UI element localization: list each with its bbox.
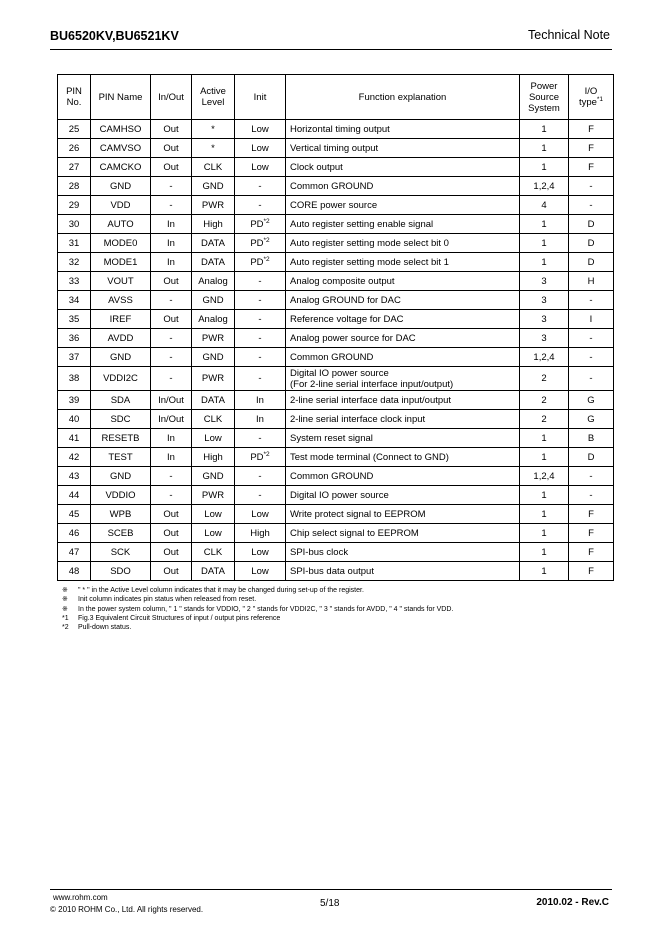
pin-number-cell: 36 [58, 329, 91, 348]
table-row [58, 429, 614, 448]
pin-number-cell: 30 [58, 215, 91, 234]
io-type-cell: - [569, 291, 614, 310]
note-text: In the power system column, " 1 " stands for VDDIO, " 2 " stands for VDDI2C, " 3 " stands for AVDD, " 4 " stands for VDD. [78, 605, 454, 613]
revision-label: 2010.02 - Rev.C [536, 897, 609, 908]
pin-name-cell: AVSS [91, 291, 151, 310]
init-cell: - [235, 272, 286, 291]
init-cell: PD$^{*2}$ [235, 253, 286, 272]
init-cell: - [235, 177, 286, 196]
in-out-cell: - [151, 177, 192, 196]
function-cell: 2-line serial interface clock input [286, 410, 520, 429]
init-cell: Low [235, 158, 286, 177]
init-cell: - [235, 291, 286, 310]
power-source-cell: 1 [520, 429, 569, 448]
io-type-cell: F [569, 543, 614, 562]
table-row [58, 524, 614, 543]
footer-copyright: © 2010 ROHM Co., Ltd. All rights reserved. [50, 905, 204, 914]
note-text: Init column indicates pin status when released from reset. [78, 596, 257, 604]
active-level-cell: GND [192, 348, 235, 367]
function-cell: Test mode terminal (Connect to GND) [286, 448, 520, 467]
power-source-cell: 1 [520, 562, 569, 581]
power-source-cell: 1,2,4 [520, 177, 569, 196]
power-source-cell: 3 [520, 291, 569, 310]
active-level-cell: * [192, 139, 235, 158]
table-row [58, 505, 614, 524]
table-row [58, 234, 614, 253]
table-body [58, 120, 614, 581]
pin-name-cell: AVDD [91, 329, 151, 348]
active-level-cell: High [192, 448, 235, 467]
table-row [58, 562, 614, 581]
pin-name-cell: AUTO [91, 215, 151, 234]
active-level-cell: PWR [192, 486, 235, 505]
table-row [58, 196, 614, 215]
power-source-cell: 3 [520, 272, 569, 291]
active-level-cell: PWR [192, 367, 235, 391]
col-header-power-source: Power Source System [520, 75, 569, 120]
table-row [58, 215, 614, 234]
note-item [62, 586, 453, 595]
init-cell: PD$^{*2}$ [235, 234, 286, 253]
function-cell: System reset signal [286, 429, 520, 448]
pin-number-cell: 27 [58, 158, 91, 177]
pin-name-cell: SCK [91, 543, 151, 562]
io-type-cell: G [569, 410, 614, 429]
init-cell: - [235, 367, 286, 391]
note-text: Pull-down status. [78, 624, 132, 632]
function-cell: Digital IO power source [286, 486, 520, 505]
active-level-cell: * [192, 120, 235, 139]
active-level-cell: DATA [192, 234, 235, 253]
table-row [58, 410, 614, 429]
col-header-active-level: Active Level [192, 75, 235, 120]
function-cell: Horizontal timing output [286, 120, 520, 139]
footnote-ref: *2 [263, 255, 270, 263]
init-cell: Low [235, 562, 286, 581]
function-cell: CORE power source [286, 196, 520, 215]
pin-number-cell: 38 [58, 367, 91, 391]
power-source-cell: 2 [520, 367, 569, 391]
in-out-cell: In/Out [151, 410, 192, 429]
pin-name-cell: RESETB [91, 429, 151, 448]
pin-number-cell: 35 [58, 310, 91, 329]
power-source-cell: 1,2,4 [520, 348, 569, 367]
pin-number-cell: 33 [58, 272, 91, 291]
in-out-cell: In [151, 448, 192, 467]
table-row [58, 543, 614, 562]
pin-number-cell: 45 [58, 505, 91, 524]
active-level-cell: Low [192, 429, 235, 448]
table-row [58, 272, 614, 291]
active-level-cell: CLK [192, 410, 235, 429]
in-out-cell: Out [151, 272, 192, 291]
active-level-cell: PWR [192, 196, 235, 215]
io-type-cell: F [569, 139, 614, 158]
in-out-cell: In [151, 429, 192, 448]
power-source-cell: 1 [520, 524, 569, 543]
in-out-cell: Out [151, 543, 192, 562]
io-type-cell: I [569, 310, 614, 329]
function-cell: SPI-bus clock [286, 543, 520, 562]
in-out-cell: Out [151, 120, 192, 139]
pin-name-cell: GND [91, 177, 151, 196]
note-marker: *1 [62, 614, 69, 622]
table-row [58, 120, 614, 139]
active-level-cell: Low [192, 505, 235, 524]
power-source-cell: 1 [520, 120, 569, 139]
io-type-cell: D [569, 448, 614, 467]
active-level-cell: PWR [192, 329, 235, 348]
table-row [58, 391, 614, 410]
active-level-cell: Analog [192, 272, 235, 291]
init-cell: - [235, 429, 286, 448]
power-source-cell: 1 [520, 158, 569, 177]
col-header-io-type: I/O type$^{*1}$ [569, 75, 614, 120]
init-cell: Low [235, 543, 286, 562]
note-item [62, 614, 453, 623]
io-type-cell: D [569, 215, 614, 234]
init-cell: - [235, 196, 286, 215]
note-text: Fig.3 Equivalent Circuit Structures of input / output pins reference [78, 614, 281, 622]
table-row [58, 367, 614, 391]
active-level-cell: DATA [192, 562, 235, 581]
function-cell: Common GROUND [286, 177, 520, 196]
col-header-pin-name: PIN Name [91, 75, 151, 120]
active-level-cell: High [192, 215, 235, 234]
col-header-init: Init [235, 75, 286, 120]
power-source-cell: 1 [520, 253, 569, 272]
in-out-cell: Out [151, 562, 192, 581]
note-item [62, 605, 453, 614]
note-marker: ※ [62, 605, 68, 613]
in-out-cell: - [151, 467, 192, 486]
note-marker: *2 [62, 624, 69, 632]
header-divider [50, 49, 612, 50]
pin-number-cell: 43 [58, 467, 91, 486]
pin-name-cell: WPB [91, 505, 151, 524]
in-out-cell: - [151, 348, 192, 367]
pin-number-cell: 46 [58, 524, 91, 543]
power-source-cell: 4 [520, 196, 569, 215]
init-cell: In [235, 391, 286, 410]
pin-name-cell: VDDIO [91, 486, 151, 505]
power-source-cell: 2 [520, 391, 569, 410]
footnote-ref: *2 [263, 217, 270, 225]
in-out-cell: Out [151, 139, 192, 158]
function-cell: Digital IO power source (For 2-line serial interface input/output) [286, 367, 520, 391]
init-cell: Low [235, 505, 286, 524]
io-type-cell: - [569, 367, 614, 391]
power-source-cell: 1 [520, 234, 569, 253]
in-out-cell: Out [151, 524, 192, 543]
pin-number-cell: 34 [58, 291, 91, 310]
io-type-cell: D [569, 234, 614, 253]
pin-name-cell: MODE1 [91, 253, 151, 272]
pin-name-cell: SDC [91, 410, 151, 429]
pin-name-cell: SDO [91, 562, 151, 581]
function-cell: Common GROUND [286, 348, 520, 367]
in-out-cell: In [151, 253, 192, 272]
power-source-cell: 2 [520, 410, 569, 429]
in-out-cell: Out [151, 310, 192, 329]
footnote-ref: *2 [263, 236, 270, 244]
table-row [58, 158, 614, 177]
function-cell: Vertical timing output [286, 139, 520, 158]
power-source-cell: 1,2,4 [520, 467, 569, 486]
pin-name-cell: GND [91, 467, 151, 486]
table-row [58, 348, 614, 367]
pin-number-cell: 29 [58, 196, 91, 215]
io-type-cell: F [569, 524, 614, 543]
init-cell: In [235, 410, 286, 429]
init-cell: PD$^{*2}$ [235, 448, 286, 467]
io-type-cell: F [569, 505, 614, 524]
init-cell: - [235, 310, 286, 329]
io-type-cell: - [569, 348, 614, 367]
in-out-cell: - [151, 367, 192, 391]
pin-name-cell: TEST [91, 448, 151, 467]
init-cell: Low [235, 120, 286, 139]
table-row [58, 139, 614, 158]
io-type-cell: - [569, 467, 614, 486]
table-notes [62, 586, 453, 632]
pin-number-cell: 48 [58, 562, 91, 581]
pin-number-cell: 39 [58, 391, 91, 410]
pin-number-cell: 28 [58, 177, 91, 196]
pin-name-cell: VDD [91, 196, 151, 215]
io-type-cell: F [569, 562, 614, 581]
document-title: BU6520KV,BU6521KV [50, 29, 179, 43]
in-out-cell: In [151, 215, 192, 234]
table-row [58, 329, 614, 348]
footnote-ref: *2 [263, 450, 270, 458]
pin-number-cell: 25 [58, 120, 91, 139]
function-cell: Auto register setting mode select bit 0 [286, 234, 520, 253]
pin-name-cell: VOUT [91, 272, 151, 291]
function-cell: Reference voltage for DAC [286, 310, 520, 329]
io-type-cell: - [569, 486, 614, 505]
power-source-cell: 1 [520, 215, 569, 234]
table-row [58, 486, 614, 505]
note-marker: ※ [62, 596, 68, 604]
active-level-cell: GND [192, 177, 235, 196]
init-cell: High [235, 524, 286, 543]
init-cell: - [235, 329, 286, 348]
io-type-cell: - [569, 177, 614, 196]
io-type-cell: - [569, 329, 614, 348]
io-type-cell: G [569, 391, 614, 410]
io-type-cell: F [569, 120, 614, 139]
active-level-cell: DATA [192, 253, 235, 272]
pin-name-cell: SDA [91, 391, 151, 410]
power-source-cell: 1 [520, 139, 569, 158]
io-type-cell: D [569, 253, 614, 272]
power-source-cell: 1 [520, 543, 569, 562]
in-out-cell: Out [151, 505, 192, 524]
col-header-pin-no: PIN No. [58, 75, 91, 120]
pin-name-cell: MODE0 [91, 234, 151, 253]
table-row [58, 448, 614, 467]
power-source-cell: 1 [520, 505, 569, 524]
pin-number-cell: 42 [58, 448, 91, 467]
init-cell: - [235, 348, 286, 367]
pin-name-cell: CAMVSO [91, 139, 151, 158]
col-header-function: Function explanation [286, 75, 520, 120]
in-out-cell: In [151, 234, 192, 253]
init-cell: - [235, 486, 286, 505]
footnote-ref: *1 [596, 96, 604, 103]
power-source-cell: 3 [520, 310, 569, 329]
pin-number-cell: 32 [58, 253, 91, 272]
pin-number-cell: 26 [58, 139, 91, 158]
init-cell: Low [235, 139, 286, 158]
function-cell: 2-line serial interface data input/output [286, 391, 520, 410]
note-item [62, 623, 453, 632]
note-item [62, 595, 453, 604]
in-out-cell: - [151, 196, 192, 215]
active-level-cell: Analog [192, 310, 235, 329]
in-out-cell: - [151, 291, 192, 310]
pin-description-table [57, 74, 614, 581]
pin-name-cell: IREF [91, 310, 151, 329]
pin-name-cell: CAMHSO [91, 120, 151, 139]
power-source-cell: 1 [520, 486, 569, 505]
active-level-cell: CLK [192, 543, 235, 562]
in-out-cell: - [151, 329, 192, 348]
document-type: Technical Note [528, 28, 610, 42]
note-marker: ※ [62, 587, 68, 594]
init-cell: PD$^{*2}$ [235, 215, 286, 234]
pin-name-cell: CAMCKO [91, 158, 151, 177]
io-type-cell: - [569, 196, 614, 215]
active-level-cell: Low [192, 524, 235, 543]
pin-name-cell: GND [91, 348, 151, 367]
function-cell: Write protect signal to EEPROM [286, 505, 520, 524]
power-source-cell: 1 [520, 448, 569, 467]
pin-number-cell: 44 [58, 486, 91, 505]
in-out-cell: - [151, 486, 192, 505]
init-cell: - [235, 467, 286, 486]
power-source-cell: 3 [520, 329, 569, 348]
active-level-cell: DATA [192, 391, 235, 410]
function-cell: Analog power source for DAC [286, 329, 520, 348]
table-row [58, 177, 614, 196]
function-cell: Common GROUND [286, 467, 520, 486]
active-level-cell: GND [192, 291, 235, 310]
table-header-row [58, 75, 614, 120]
function-cell: SPI-bus data output [286, 562, 520, 581]
function-cell: Analog composite output [286, 272, 520, 291]
function-cell: Chip select signal to EEPROM [286, 524, 520, 543]
in-out-cell: Out [151, 158, 192, 177]
function-cell: Auto register setting mode select bit 1 [286, 253, 520, 272]
function-cell: Auto register setting enable signal [286, 215, 520, 234]
io-type-cell: F [569, 158, 614, 177]
active-level-cell: GND [192, 467, 235, 486]
active-level-cell: CLK [192, 158, 235, 177]
page-number: 5/18 [320, 898, 340, 909]
col-header-in-out: In/Out [151, 75, 192, 120]
table-row [58, 310, 614, 329]
footer-url[interactable]: www.rohm.com [53, 893, 108, 902]
table-row [58, 467, 614, 486]
pin-name-cell: VDDI2C [91, 367, 151, 391]
pin-number-cell: 40 [58, 410, 91, 429]
pin-number-cell: 47 [58, 543, 91, 562]
function-cell: Clock output [286, 158, 520, 177]
footer-divider [50, 889, 612, 890]
pin-number-cell: 31 [58, 234, 91, 253]
pin-number-cell: 37 [58, 348, 91, 367]
function-cell: Analog GROUND for DAC [286, 291, 520, 310]
io-type-cell: B [569, 429, 614, 448]
table-row [58, 253, 614, 272]
pin-number-cell: 41 [58, 429, 91, 448]
pin-name-cell: SCEB [91, 524, 151, 543]
in-out-cell: In/Out [151, 391, 192, 410]
note-text: " * " in the Active Level column indicates that it may be changed during set-up of the register. [78, 587, 364, 594]
table-row [58, 291, 614, 310]
io-type-cell: H [569, 272, 614, 291]
